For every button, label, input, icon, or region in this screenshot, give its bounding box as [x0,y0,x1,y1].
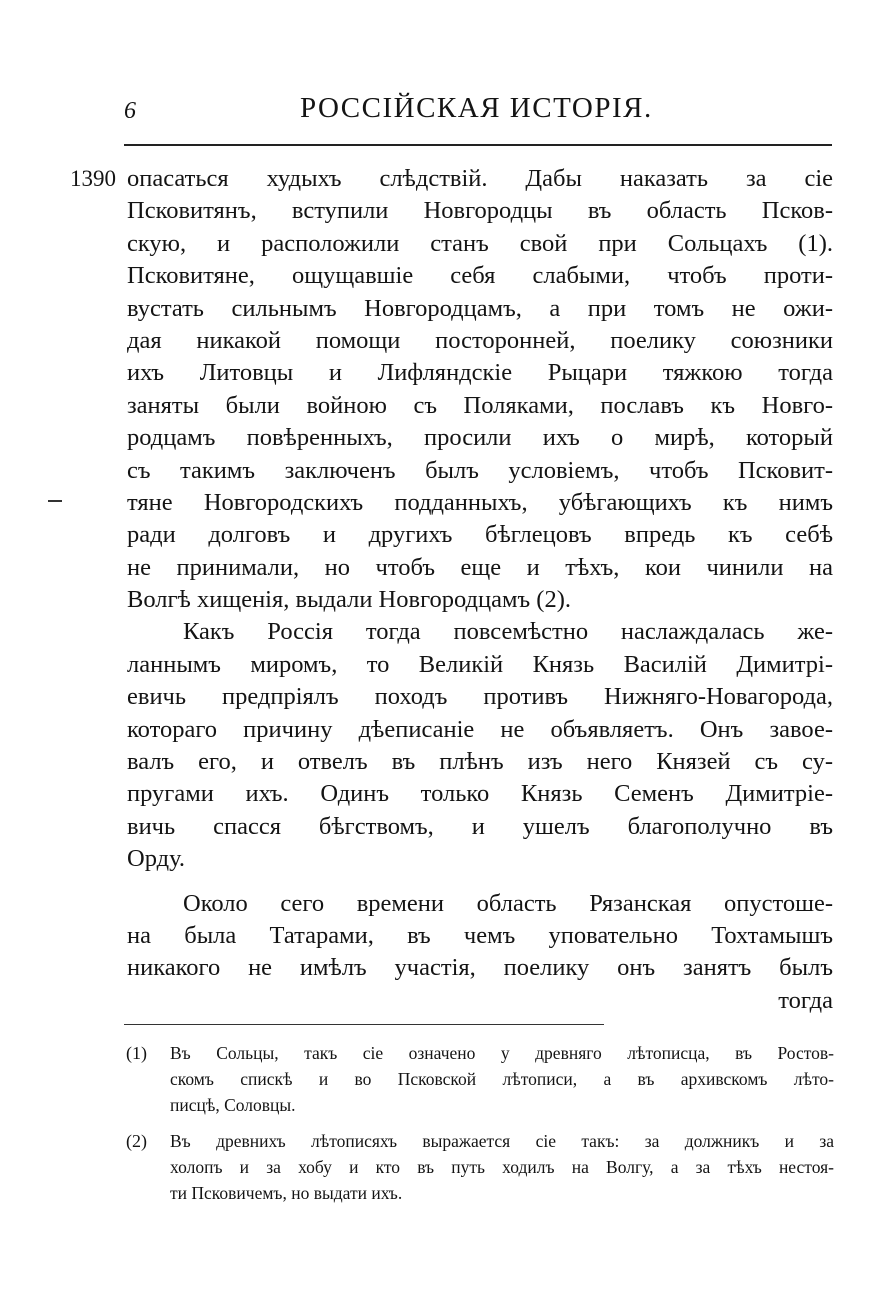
footnote-line: скомъ спискѣ и во Псковской лѣтописи, а въ архивскомъ лѣто- [170,1069,834,1089]
text-line: Волгѣ хищенія, выдали Новгородцамъ (2). [127,586,571,614]
paragraph-gap [127,876,833,888]
footnote-number: (2) [126,1131,147,1151]
text-line: вустать сильнымъ Новгородцамъ, а при томъ не ожи- [127,294,833,322]
footnote-2 [124,1128,834,1206]
margin-mark [48,500,62,502]
header-rule [124,144,832,146]
text-line: тяне Новгородскихъ подданныхъ, убѣгающихъ къ нимъ [127,488,833,516]
text-line: Орду. [127,845,186,873]
footnote-line: Въ древнихъ лѣтописяхъ выражается сіе такъ: за должникъ и за [170,1131,834,1151]
footnote-rule [124,1024,604,1025]
text-line: на была Татарами, въ чемъ уповательно Тохтамышъ [127,921,833,949]
footnotes [124,1040,834,1216]
running-title: РОССІЙСКАЯ ИСТОРІЯ. [300,92,653,124]
paragraph-3 [127,888,833,1018]
text-line: не принимали, но чтобъ еще и тѣхъ, кои чинили на [127,553,833,581]
text-line: котораго причину дѣеписаніе не объявляетъ. Онъ завое- [127,715,833,743]
footnote-line: холопъ и за хобу и кто въ путь ходилъ на Волгу, а за тѣхъ нестоя- [170,1157,834,1177]
footnote-number: (1) [126,1043,147,1063]
text-line: Какъ Россія тогда повсемѣстно наслаждалась же- [183,618,833,646]
main-text [127,163,833,1017]
footnote-1 [124,1040,834,1118]
text-line: родцамъ повѣренныхъ, просили ихъ о мирѣ, который [127,424,833,452]
text-line: дая никакой помощи посторонней, поелику союзники [127,326,833,354]
text-line: ланнымъ миромъ, то Великій Князь Василій Димитрі- [127,650,833,678]
text-line: скую, и расположили станъ свой при Сольцахъ (1). [127,229,833,257]
text-line: ради долговъ и другихъ бѣглецовъ впредь къ себѣ [127,521,833,549]
footnote-line: Въ Сольцы, такъ сіе означено у древняго лѣтописца, въ Ростов- [170,1043,834,1063]
margin-year: 1390 [70,166,116,191]
page-number: 6 [124,98,136,124]
footnote-line: писцѣ, Соловцы. [170,1095,296,1115]
paragraph-1 [127,163,833,616]
text-line: Около сего времени область Рязанская опустоше- [183,889,833,917]
text-line: вичь спасся бѣгствомъ, и ушелъ благополучно въ [127,812,833,840]
text-line: никакого не имѣлъ участія, поелику онъ занятъ былъ [127,954,833,982]
text-line: валъ его, и отвелъ въ плѣнъ изъ него Князей съ су- [127,748,833,776]
catchword: тогда [778,986,833,1014]
text-line: заняты были войною съ Поляками, пославъ къ Новго- [127,391,833,419]
text-line: Псковитянъ, вступили Новгородцы въ область Псков- [127,197,833,225]
text-line: пругами ихъ. Одинъ только Князь Семенъ Димитріе- [127,780,833,808]
text-line: евичь предпріялъ походъ противъ Нижняго-Новагорода, [127,683,833,711]
footnote-line: ти Псковичемъ, но выдати ихъ. [170,1183,403,1203]
text-line: опасаться худыхъ слѣдствій. Дабы наказать за сіе [127,165,833,192]
paragraph-2 [127,616,833,875]
text-line: Псковитяне, ощущавшіе себя слабыми, чтобъ проти- [127,262,833,290]
text-line: съ такимъ заключенъ былъ условіемъ, чтобъ Псковит- [127,456,833,484]
text-line: ихъ Литовцы и Лифляндскіе Рыцари тяжкою тогда [127,359,833,387]
